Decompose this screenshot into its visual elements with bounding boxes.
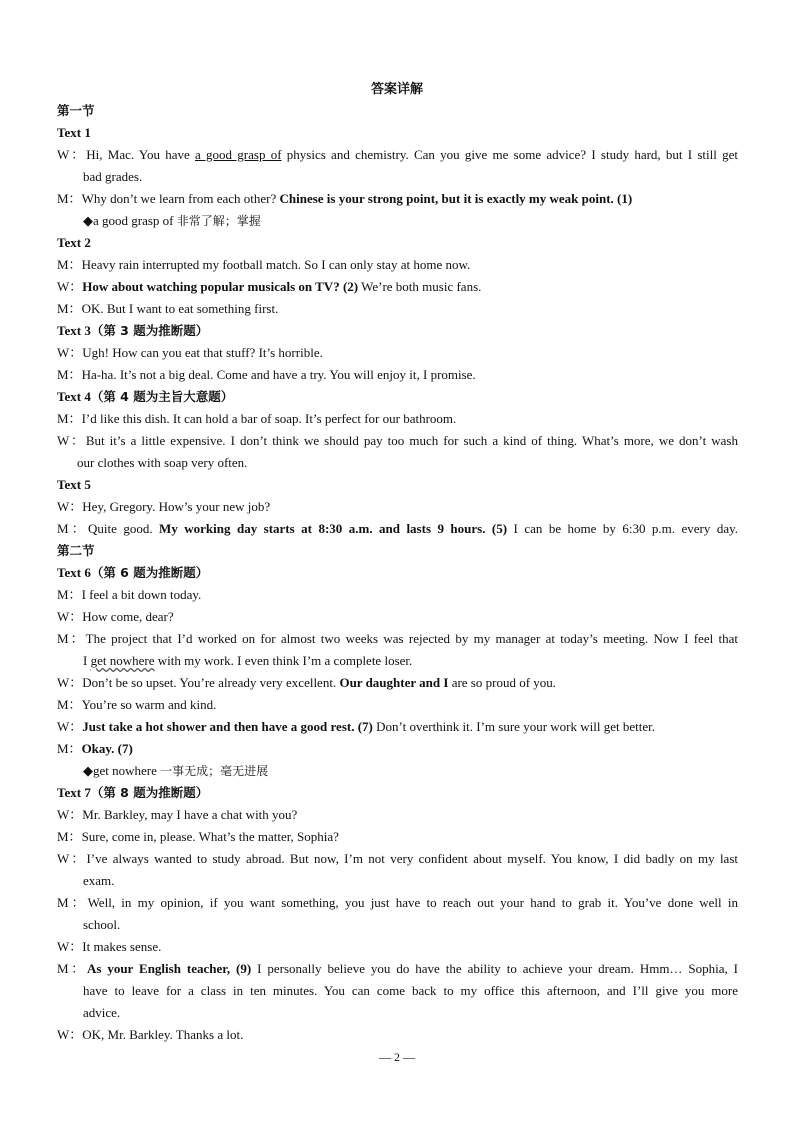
- speaker-label: M：: [57, 411, 82, 426]
- speaker-label: W：: [57, 345, 83, 360]
- section-heading: 第二节: [57, 543, 95, 558]
- dialogue-line-continued: our clothes with soap very often.: [77, 455, 248, 470]
- text-heading: Text 6（第 6 题为推断题）: [57, 565, 209, 580]
- vocabulary-note: ◆get nowhere 一事无成；毫无进展: [83, 763, 269, 778]
- page-title: 答案详解: [370, 82, 423, 97]
- answer-evidence: Okay. (7): [81, 741, 133, 756]
- dialogue-line: M：The project that I’d worked on for almost two weeks was rejected by my manager at today’s meeting. Now I feel that: [57, 631, 738, 646]
- speaker-label: W：: [57, 1027, 83, 1042]
- speaker-label: W：: [57, 719, 83, 734]
- key-phrase: a good grasp of: [195, 147, 282, 162]
- speaker-label: W：: [57, 675, 83, 690]
- answer-evidence: My working day starts at 8:30 a.m. and lasts 9 hours. (5): [159, 521, 508, 536]
- text-heading: Text 7（第 8 题为推断题）: [57, 785, 209, 800]
- speaker-label: W：: [57, 851, 87, 866]
- dialogue-line: M：I feel a bit down today.: [57, 587, 202, 602]
- dialogue-line: M：Ha-ha. It’s not a big deal. Come and have a try. You will enjoy it, I promise.: [57, 367, 476, 382]
- speaker-label: M：: [57, 741, 82, 756]
- speaker-label: W：: [57, 807, 83, 822]
- speaker-label: W：: [57, 279, 83, 294]
- speaker-label: M：: [57, 697, 82, 712]
- dialogue-line: W：It makes sense.: [57, 939, 162, 954]
- dialogue-line: [57, 738, 738, 760]
- speaker-label: W：: [57, 609, 83, 624]
- answer-evidence: How about watching popular musicals on TV? (2): [82, 279, 359, 294]
- dialogue-line-continued: exam.: [83, 873, 115, 888]
- dialogue-line: W：I’ve always wanted to study abroad. But now, I’m not very confident about myself. You know, I did badly on my last: [57, 851, 738, 866]
- speaker-label: W：: [57, 499, 83, 514]
- dialogue-line: W：Ugh! How can you eat that stuff? It’s horrible.: [57, 345, 323, 360]
- section-heading: 第一节: [57, 103, 95, 118]
- text-heading: Text 2: [57, 235, 91, 250]
- dialogue-line: M：OK. But I want to eat something first.: [57, 301, 279, 316]
- dialogue-line: W：Mr. Barkley, may I have a chat with you?: [57, 807, 298, 822]
- speaker-label: M：: [57, 367, 82, 382]
- dialogue-line-continued: have to leave for a class in ten minutes. You can come back to my office this afternoon, and I’ll give you more: [83, 983, 738, 998]
- dialogue-line: W：How about watching popular musicals on TV? (2) We’re both music fans.: [57, 279, 482, 294]
- dialogue-line: M：You’re so warm and kind.: [57, 697, 217, 712]
- dialogue-line: W：OK, Mr. Barkley. Thanks a lot.: [57, 1027, 244, 1042]
- text-heading: Text 5: [57, 477, 91, 492]
- dialogue-line-continued: bad grades.: [83, 169, 143, 184]
- dialogue-line: W：Just take a hot shower and then have a good rest. (7) Don’t overthink it. I’m sure your work will get better.: [57, 719, 655, 734]
- speaker-label: W：: [57, 147, 87, 162]
- dialogue-line: W：Don’t be so upset. You’re already very excellent. Our daughter and I are so proud of you.: [57, 675, 557, 690]
- dialogue-line: W：But it’s a little expensive. I don’t think we should pay too much for such a kind of thing. What’s more, we don’t wash: [57, 433, 738, 448]
- speaker-label: M：: [57, 257, 82, 272]
- dialogue-line: W：How come, dear?: [57, 609, 174, 624]
- speaker-label: W：: [57, 939, 83, 954]
- speaker-label: M：: [57, 301, 82, 316]
- answer-evidence: Our daughter and I: [339, 675, 449, 690]
- answer-evidence: Chinese is your strong point, but it is exactly my weak point. (1): [279, 191, 633, 206]
- text-heading: Text 1: [57, 125, 91, 140]
- speaker-label: M：: [57, 521, 88, 536]
- speaker-label: W：: [57, 433, 86, 448]
- dialogue-line-continued: I get nowhere with my work. I even think I’m a complete loser.: [83, 653, 413, 668]
- speaker-label: M：: [57, 631, 86, 646]
- answer-document: [57, 100, 738, 1046]
- dialogue-line: M：I’d like this dish. It can hold a bar of soap. It’s perfect for our bathroom.: [57, 411, 457, 426]
- speaker-label: M：: [57, 829, 82, 844]
- dialogue-line: M：Well, in my opinion, if you want something, you just have to reach out your hand to grab it. You’ve done well in: [57, 895, 738, 910]
- speaker-label: M：: [57, 191, 82, 206]
- dialogue-line-continued: advice.: [83, 1005, 121, 1020]
- dialogue-line: M：Quite good. My working day starts at 8:30 a.m. and lasts 9 hours. (5) I can be home by 6:30 p.m. every day.: [57, 521, 738, 536]
- speaker-label: M：: [57, 587, 82, 602]
- page-number: — 2 —: [379, 1050, 415, 1064]
- dialogue-line: M：Why don’t we learn from each other? Chinese is your strong point, but it is exactly my weak point. (1): [57, 191, 633, 206]
- answer-evidence: As your English teacher, (9): [86, 961, 252, 976]
- dialogue-line: M：As your English teacher, (9) I personally believe you do have the ability to achieve your dream. Hmm… Sophia, I: [57, 961, 738, 976]
- dialogue-line: W：Hi, Mac. You have a good grasp of physics and chemistry. Can you give me some advice? I study hard, but I still get: [57, 147, 738, 162]
- speaker-label: M：: [57, 961, 87, 976]
- text-heading: Text 4（第 4 题为主旨大意题）: [57, 389, 234, 404]
- dialogue-line: M：Heavy rain interrupted my football match. So I can only stay at home now.: [57, 257, 471, 272]
- dialogue-line: W：Hey, Gregory. How’s your new job?: [57, 499, 271, 514]
- text-heading: Text 3（第 3 题为推断题）: [57, 323, 209, 338]
- answer-evidence: Just take a hot shower and then have a good rest. (7): [82, 719, 373, 734]
- dialogue-line-continued: school.: [83, 917, 121, 932]
- vocabulary-note: ◆a good grasp of 非常了解；掌握: [83, 213, 261, 228]
- key-phrase: get nowhere: [90, 653, 155, 668]
- dialogue-line: M：Sure, come in, please. What’s the matter, Sophia?: [57, 829, 339, 844]
- speaker-label: M：: [57, 895, 88, 910]
